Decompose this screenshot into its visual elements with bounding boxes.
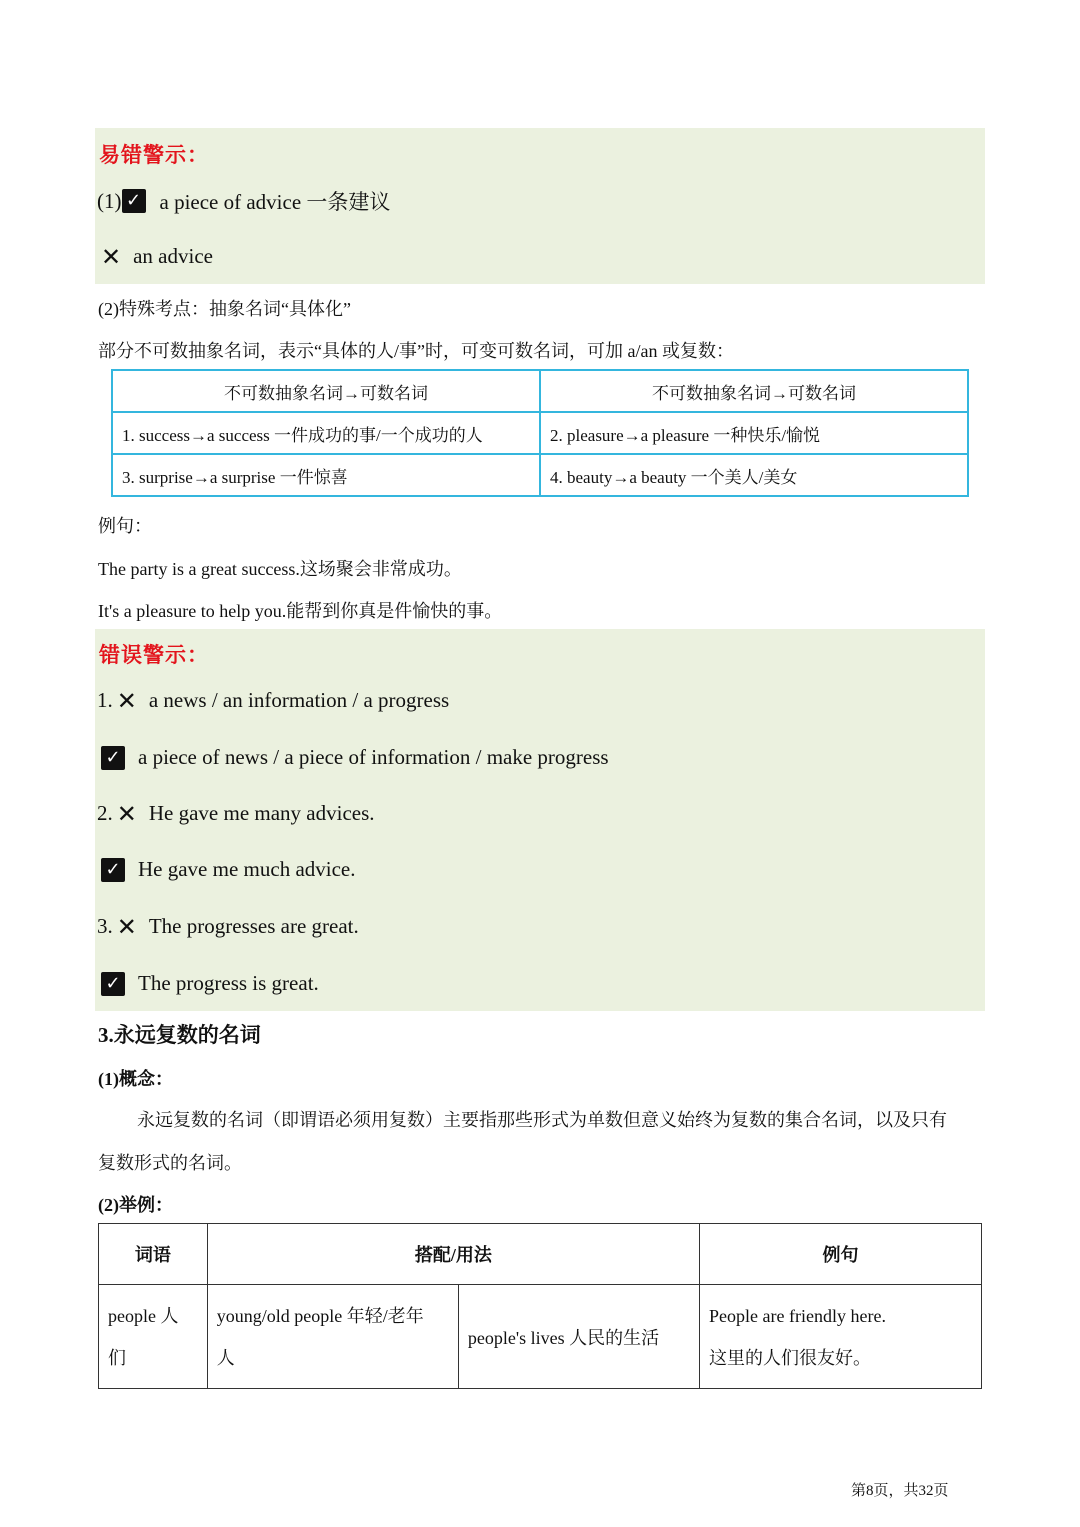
table2-word-cell: people 人 们 <box>99 1285 208 1389</box>
table2-usage-cell-1: young/old people 年轻/老年 人 <box>207 1285 458 1389</box>
warning2-right-1: ✓ a piece of news / a piece of information / make progress <box>101 745 609 770</box>
section3-title: 3.永远复数的名词 <box>98 1023 261 1047</box>
example-sentence-1: The party is a great success.这场聚会非常成功。 <box>98 559 462 579</box>
check-box-icon: ✓ <box>122 189 146 213</box>
table1-header-1: 不可数抽象名词→可数名词 <box>112 370 540 412</box>
warning1-line2: ✕ an advice <box>101 242 213 271</box>
concept-line-1: 永远复数的名词（即谓语必须用复数）主要指那些形式为单数但意义始终为复数的集合名词，以及只有 <box>137 1110 947 1130</box>
check-box-icon: ✓ <box>101 972 125 996</box>
table1-cell: 4. beauty→a beauty 一个美人/美女 <box>540 454 968 496</box>
table2-header-example: 例句 <box>700 1224 982 1285</box>
table1-cell: 3. surprise→a surprise 一件惊喜 <box>112 454 540 496</box>
warning2-wrong-2: 2. ✕ He gave me many advices. <box>97 799 375 828</box>
concept-line-2: 复数形式的名词。 <box>98 1153 242 1173</box>
warning-title-1: 易错警示： <box>99 143 209 167</box>
page-number: 第8页，共32页 <box>851 1483 949 1499</box>
examples-label-2: (2)举例： <box>98 1195 173 1215</box>
table1-cell: 1. success→a success 一件成功的事/一个成功的人 <box>112 412 540 454</box>
warning2-right-2: ✓ He gave me much advice. <box>101 857 356 882</box>
check-box-icon: ✓ <box>101 746 125 770</box>
table1-header-2: 不可数抽象名词→可数名词 <box>540 370 968 412</box>
cross-icon: ✕ <box>116 912 137 941</box>
cross-icon: ✕ <box>116 799 137 828</box>
warning1-line1: (1) ✓ a piece of advice 一条建议 <box>97 188 391 214</box>
table2-header-word: 词语 <box>99 1224 208 1285</box>
table2-header-usage: 搭配/用法 <box>207 1224 699 1285</box>
table2-example-cell: People are friendly here. 这里的人们很友好。 <box>700 1285 982 1389</box>
warning-title-2: 错误警示： <box>99 643 209 667</box>
example-sentence-2: It's a pleasure to help you.能帮到你真是件愉快的事。 <box>98 601 503 621</box>
examples-label: 例句： <box>98 516 152 536</box>
table1-cell: 2. pleasure→a pleasure 一种快乐/愉悦 <box>540 412 968 454</box>
table2-usage-cell-2: people's lives 人民的生活 <box>458 1285 699 1389</box>
plural-noun-table <box>98 1223 982 1389</box>
section2-subtitle: (2)特殊考点：抽象名词“具体化” <box>98 299 351 319</box>
warning2-wrong-3: 3. ✕ The progresses are great. <box>97 912 359 941</box>
cross-icon: ✕ <box>116 686 137 715</box>
warning2-right-3: ✓ The progress is great. <box>101 971 319 996</box>
concept-label: (1)概念： <box>98 1069 173 1089</box>
section2-intro: 部分不可数抽象名词，表示“具体的人/事”时，可变可数名词，可加 a/an 或复数： <box>98 341 734 361</box>
cross-icon: ✕ <box>101 242 122 271</box>
warning2-wrong-1: 1. ✕ a news / an information / a progress <box>97 686 450 715</box>
noun-conversion-table <box>111 369 969 497</box>
check-box-icon: ✓ <box>101 858 125 882</box>
